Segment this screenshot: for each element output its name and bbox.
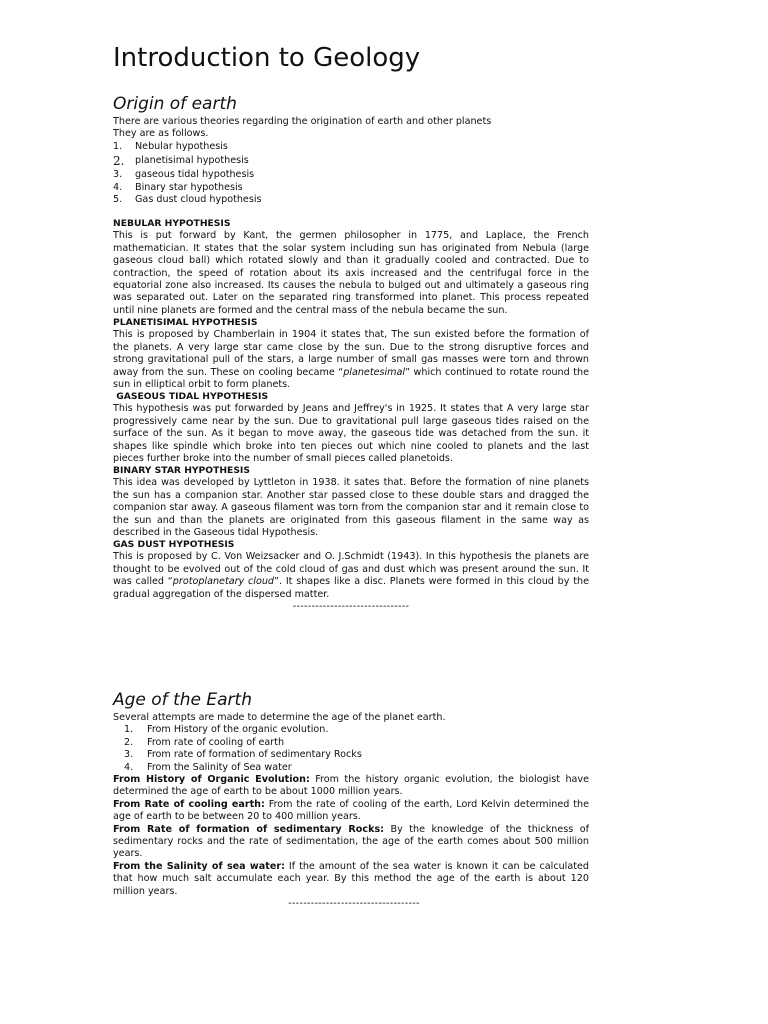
origin-intro-2: They are as follows. (113, 128, 209, 140)
tidal-body: This hypothesis was put forwarded by Jeans and Jeffrey's in 1925. It states that A very large star progressively came near by the sun. Due to gravitational pull large gaseous tides raised on the surface of the sun. As it began to move away, the gaseous tide was detached from the sun. it shapes like spindle which broke into ten pieces out which nine cooled to planets and the last pieces further broke into the number of small pieces called planetoids. (113, 403, 589, 464)
nebular-heading: NEBULAR HYPOTHESIS (113, 218, 231, 230)
document-title: Introduction to Geology (113, 43, 421, 73)
age-cooling-paragraph: From Rate of cooling earth: From the rate of cooling of the earth, Lord Kelvin determined the age of earth to be between 20 to 400 million years. (113, 798, 589, 823)
list-item: 4. From the Salinity of Sea water (124, 761, 292, 773)
age-history-paragraph: From History of Organic Evolution: From the history organic evolution, the biologist have determined the age of earth to be about 1000 million years. (113, 774, 589, 798)
list-item: 1. From History of the organic evolution. (124, 724, 329, 736)
list-item: 2. planetisimal hypothesis (113, 154, 249, 169)
age-sediment-paragraph: From Rate of formation of sedimentary Rocks: By the knowledge of the thickness of sedimentary rocks and the rate of sedimentation, the age of the earth comes about 500 million years. (113, 823, 589, 860)
gasdust-body: This is proposed by C. Von Weizsacker and O. J.Schmidt (1943). In this hypothesis the planets are thought to be evolved out of the cold cloud of gas and dust which was present around the sun. It was called “protoplanetary cloud”. It shapes like a disc. Planets were formed in this cloud by the gradual aggregation of the dispersed matter. (113, 551, 589, 600)
gasdust-heading: GAS DUST HYPOTHESIS (113, 539, 235, 551)
planetesimal-heading: PLANETISIMAL HYPOTHESIS (113, 317, 258, 329)
binary-heading: BINARY STAR HYPOTHESIS (113, 465, 250, 477)
origin-theory-list (113, 141, 589, 207)
age-divider: ----------------------------------- (288, 898, 420, 910)
list-item: 5. Gas dust cloud hypothesis (113, 194, 262, 206)
planetesimal-body: This is proposed by Chamberlain in 1904 it states that, The sun existed before the formation of the planets. A very large star came close by the sun. Due to the strong disruptive forces and strong gravitational pull of the stars, a large number of small gas masses were torn and thrown away from the sun. These on cooling became “planetesimal” which continued to rotate round the sun in elliptical orbit to form planets. (113, 329, 589, 390)
tidal-heading: GASEOUS TIDAL HYPOTHESIS (113, 391, 269, 403)
age-title: Age of the Earth (113, 690, 252, 710)
origin-section (113, 92, 589, 613)
binary-body: This idea was developed by Lyttleton in 1938. it sates that. Before the formation of nine planets the sun has a companion star. Another star passed close to these double stars and dragged the companion star away. A gaseous filament was torn from the companion star and it remain close to the sun and than the planets are originated from this gaseous filament in the same way as described in the Gaseous tidal Hypothesis. (113, 477, 589, 538)
origin-divider: ------------------------------- (292, 601, 410, 612)
list-item: 1. Nebular hypothesis (113, 140, 228, 152)
list-item: 2. From rate of cooling of earth (124, 736, 285, 748)
age-intro: Several attempts are made to determine the age of the planet earth. (113, 712, 446, 723)
list-item: 3. gaseous tidal hypothesis (113, 169, 255, 181)
origin-intro: There are various theories regarding the origination of earth and other planets (113, 116, 492, 127)
nebular-body: This is put forward by Kant, the germen philosopher in 1775, and Laplace, the French mathematician. It states that the solar system including sun has originated from Nebula (large gaseous cloud ball) which rotated slowly and than it gradually cooled and contracted. Due to contraction, the speed of rotation about its axis increased and the centrifugal force in the equatorial zone also increased. Its causes the nebula to bulged out and ultimately a gaseous ring was separated out. Later on the separated ring transformed into planet. This process repeated until nine planets are formed and the central mass of the nebula became the sun. (113, 230, 589, 316)
age-section (113, 688, 589, 910)
document-page (113, 40, 589, 910)
origin-title: Origin of earth (113, 94, 237, 114)
list-item: 4. Binary star hypothesis (113, 181, 243, 193)
age-salinity-paragraph: From the Salinity of sea water: If the amount of the sea water is known it can be calculated that how much salt accumulate each year. By this method the age of the earth is about 120 million years. (113, 860, 589, 897)
list-item: 3. From rate of formation of sedimentary Rocks (124, 749, 362, 761)
age-method-list (113, 724, 589, 774)
